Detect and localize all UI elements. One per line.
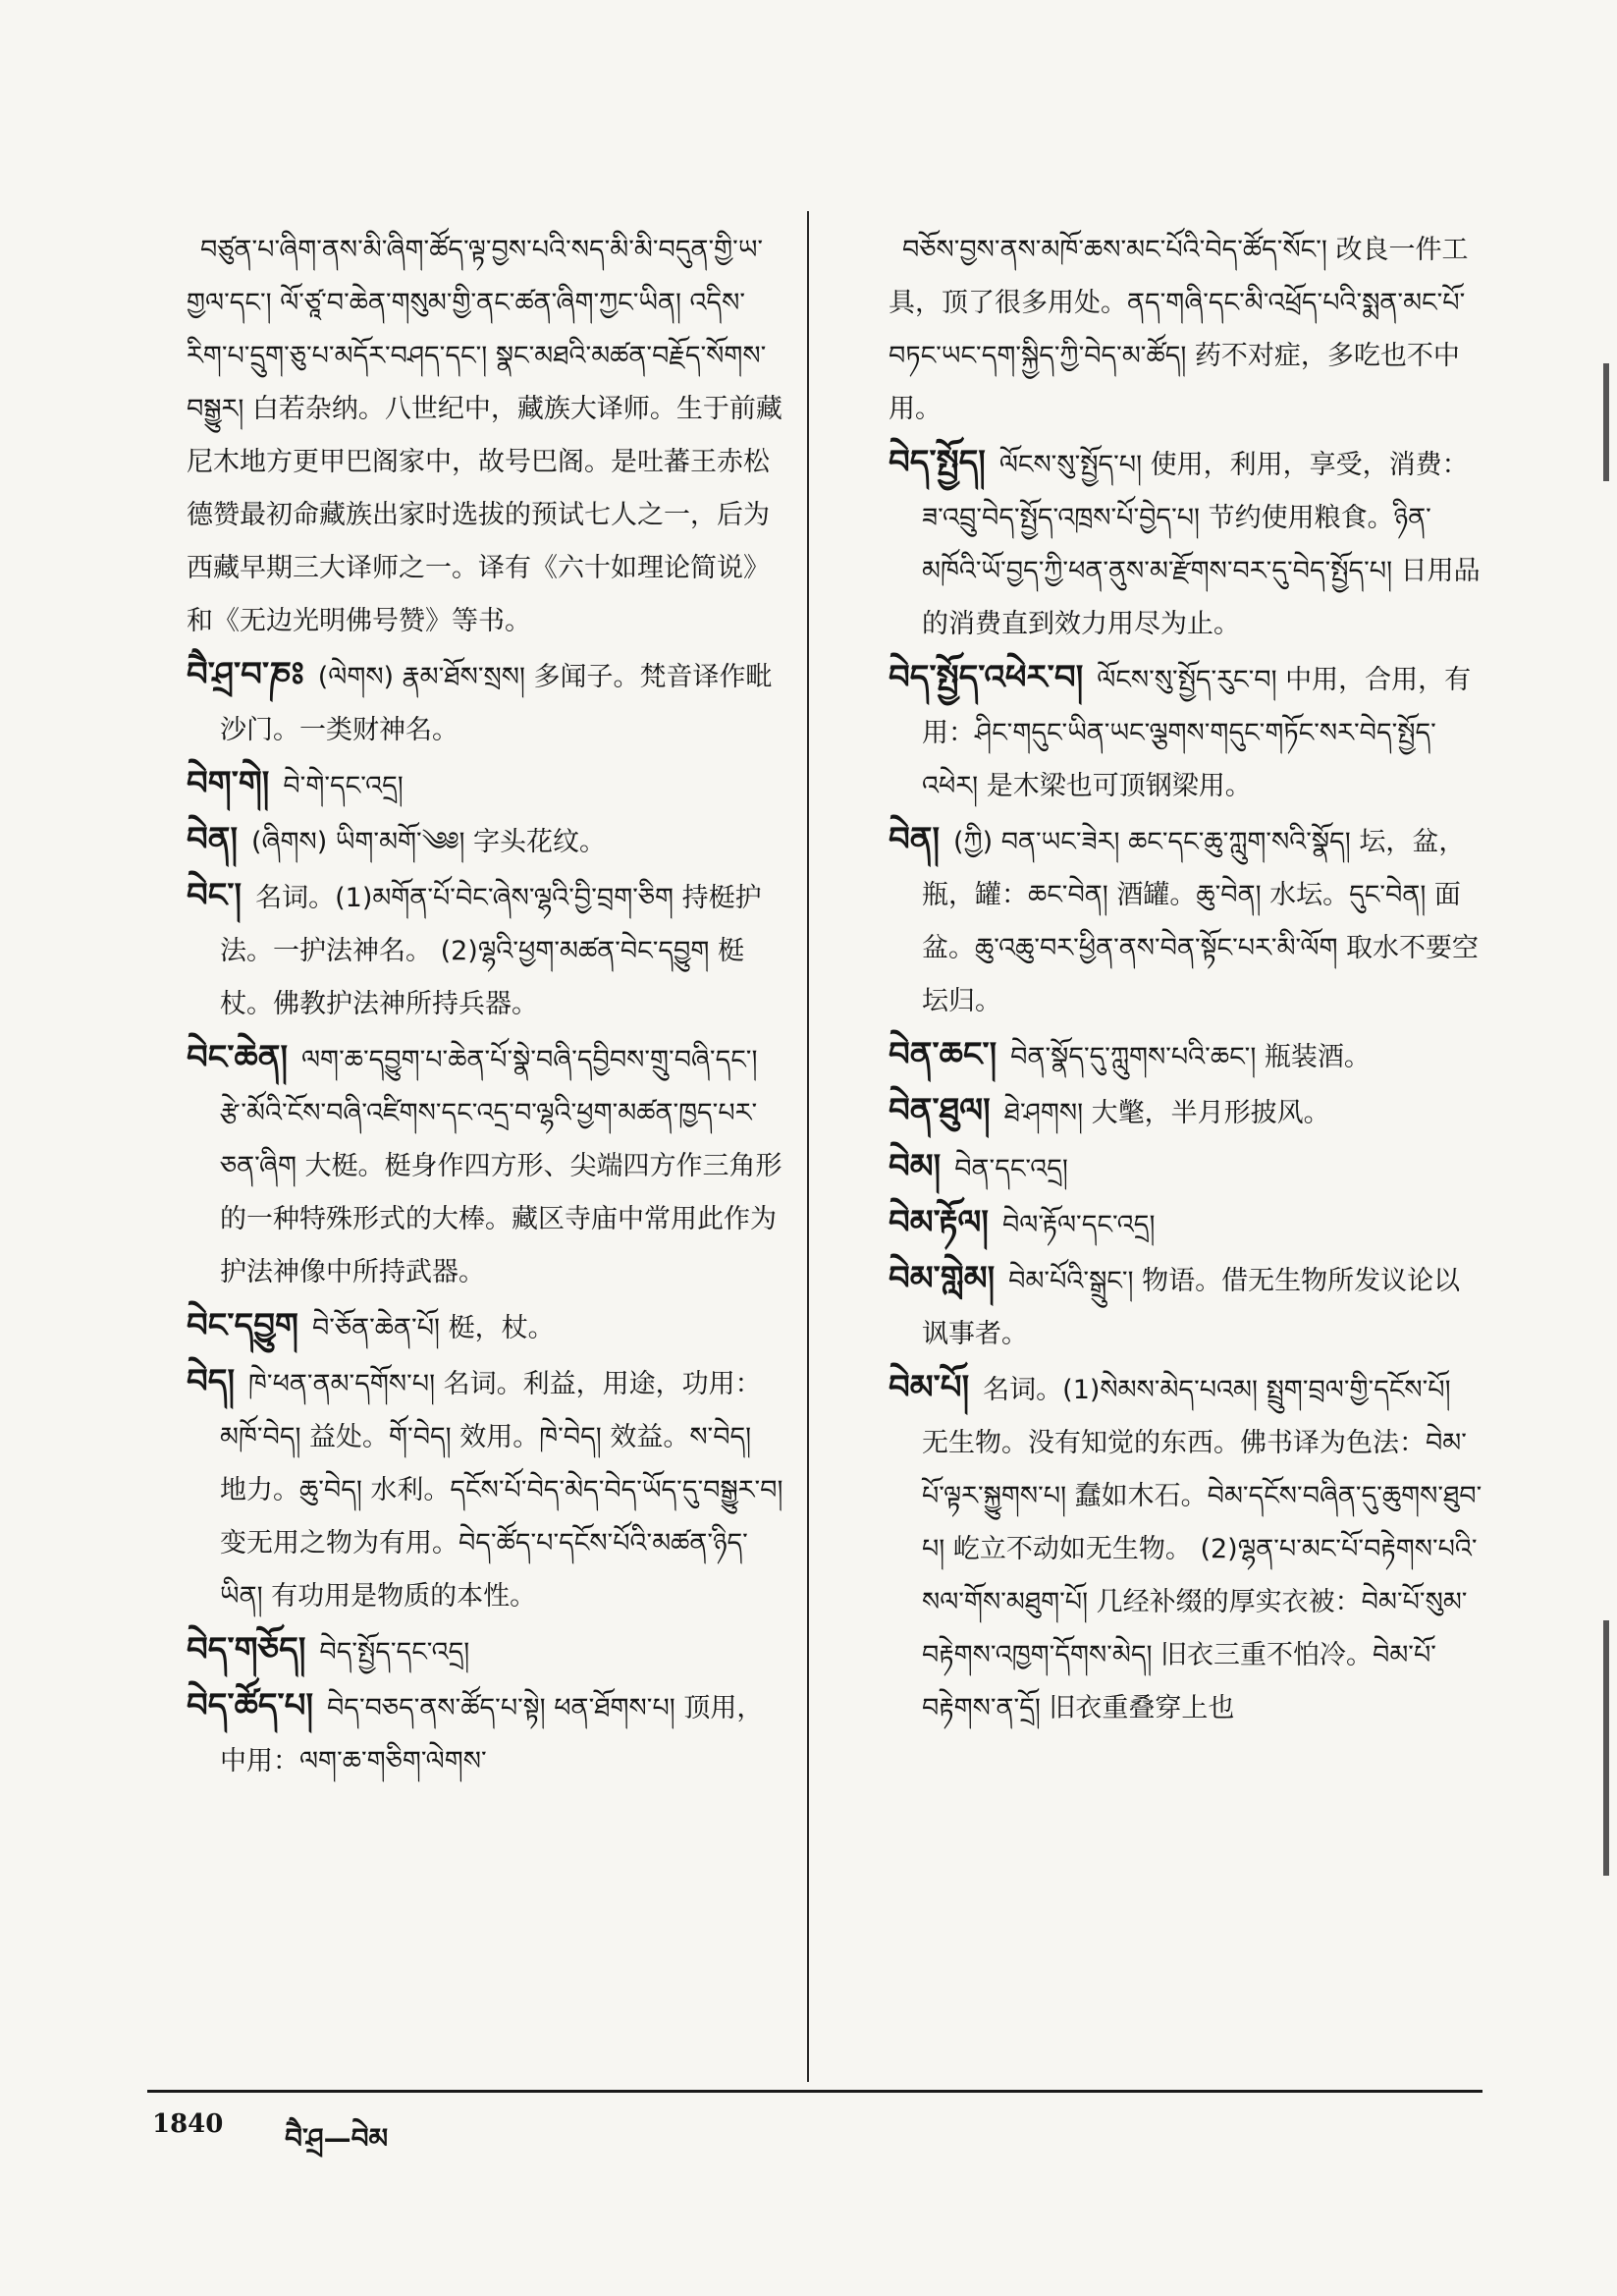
dictionary-entry	[889, 1252, 1482, 1361]
entry-headword: བེང་།	[187, 876, 243, 915]
dictionary-entry	[889, 1140, 1482, 1196]
entry-definition: བེལ་རྟོལ་དང་འདྲ།	[1001, 1210, 1156, 1240]
entry-headword: བེན།	[187, 820, 239, 859]
running-head: བཻ་ཤྲ—བེམ	[285, 2122, 389, 2155]
entry-definition: 名词。(1)སེམས་མེད་པའམ། སྤྲུག་བྲལ་གྱི་དངོས་པོ། 无生物。没有知觉的东西。佛书译为色法：བེམ་པོ་ལྟར་སྐྱུགས་པ། 蠢如木石。བེམ་དངོས་བཞིན་དུ་ཆུགས་ཐུབ་པ། 屹立不动如无生物。 (2)ལྷན་པ་མང་པོ་བརྟེགས་པའི་སལ་གོས་མཐུག་པོ། 几经补缀的厚实衣被：བེམ་པོ་སུམ་བརྟེགས་འཁྱག་དོགས་མེད། 旧衣三重不怕冷。བེམ་པོ་བརྟེགས་ན་དྲོ། 旧衣重叠穿上也	[922, 1375, 1482, 1723]
dictionary-entry	[187, 648, 785, 757]
entry-headword: བེང་དབྱུག	[187, 1306, 298, 1345]
entry-definition: བེ་གེ་དང་འདྲ།	[283, 771, 404, 801]
entry-headword: བེམ་གླེམ།	[889, 1259, 996, 1298]
entry-headword: བེག་གེ།	[187, 764, 270, 803]
entry-definition: ལོངས་སུ་སྤྱོད་པ། 使用，利用，享受，消费：ཟ་འབྲུ་བེད་སྤྱོད་འཁྲས་པོ་བྱེད་པ། 节约使用粮食。ཉིན་མཁོའི་ཡོ་བྱད་ཀྱི་ཕན་ནུས་མ་རྫོགས་བར་དུ་བེད་སྤྱོད་པ། 日用品的消费直到效力用尽为止。	[922, 450, 1481, 639]
entry-definition: ལག་ཆ་དབྱུག་པ་ཆེན་པོ་སྣེ་བཞི་དབྱིབས་གྲུ་བཞི་དང་། རྩེ་མོའི་ངོས་བཞི་འཛིགས་དང་འདྲ་བ་ལྷའི་ཕྱག་མཚན་ཁྱད་པར་ཅན་ཞིག 大梃。梃身作四方形、尖端四方作三角形的一种特殊形式的大棒。藏区寺庙中常用此作为护法神像中所持武器。	[220, 1045, 782, 1287]
dictionary-entry	[187, 813, 785, 869]
entry-headword: བེད་ཚོད་པ།	[187, 1686, 313, 1725]
dictionary-entry	[187, 757, 785, 813]
dictionary-entry	[889, 651, 1482, 813]
dictionary-entry	[187, 1679, 785, 1788]
entry-definition: བཅོས་བྱས་ནས་མཁོ་ཆས་མང་པོའི་བེད་ཚོད་སོང་། 改良一件工具，顶了很多用处。ནད་གཞི་དང་མི་འཕྲོད་པའི་སྨན་མང་པོ་བཏང་ཡང་དག་སྐྱིད་ཀྱི་བེད་མ་ཚོད། 药不对症，多吃也不中用。	[889, 235, 1469, 424]
entry-definition: (ལེགས) རྣམ་ཐོས་སྲས། 多闻子。梵音译作毗沙门。一类财神名。	[220, 662, 773, 745]
dictionary-entry	[889, 1361, 1482, 1735]
page-number: 1840	[152, 2109, 224, 2139]
footer-rule	[147, 2090, 1482, 2093]
column-divider	[807, 211, 809, 2082]
dictionary-entry	[889, 436, 1482, 651]
dictionary-entry	[889, 1196, 1482, 1252]
entry-headword: བེད་སྤྱོད།	[889, 443, 986, 482]
entry-definition: བཙུན་པ་ཞིག་ནས་མི་ཞིག་ཚོད་ལྟ་བྱས་པའི་སད་མི་མི་བདུན་གྱི་ཡ་གྱལ་དང་། ལོ་ཙཱ་བ་ཆེན་གསུམ་གྱི་ནང་ཚན་ཞིག་ཀྱང་ཡིན། འདིས་རིག་པ་དྲུག་ཅུ་པ་མདོར་བཤད་དང་། སྣང་མཐའི་མཚན་བརྗོད་སོགས་བསྒྱུར། 白若杂纳。八世纪中，藏族大译师。生于前藏尼木地方更甲巴阁家中，故号巴阁。是吐蕃王赤松德赞最初命藏族出家时选拔的预试七人之一，后为西藏早期三大译师之一。译有《六十如理论简说》和《无边光明佛号赞》等书。	[187, 235, 782, 636]
dictionary-entry	[187, 1031, 785, 1299]
entry-headword: བེང་ཆེན།	[187, 1038, 288, 1077]
dictionary-entry	[187, 1623, 785, 1679]
entry-headword: བེད་གཅོད།	[187, 1630, 306, 1669]
entry-headword: བེན་ཐུལ།	[889, 1091, 991, 1130]
dictionary-entry	[187, 221, 785, 648]
entry-definition: ཐེ་ཤགས། 大氅，半月形披风。	[1003, 1098, 1330, 1128]
entry-definition: (ཞིགས) ཡིག་མགོ་༄༅། 字头花纹。	[251, 827, 607, 857]
entry-headword: བེན།	[889, 820, 941, 859]
entry-headword: བཻ་ཤྲ་བ་ཎཿ	[187, 655, 304, 694]
scan-edge-mark	[1603, 363, 1609, 481]
dictionary-entry	[187, 1299, 785, 1355]
entry-definition: བེ་ཅོན་ཆེན་པོ། 梃，杖。	[311, 1313, 555, 1343]
entry-headword: བེམ་པོ།	[889, 1368, 970, 1407]
entry-definition: ཁེ་ཕན་ནམ་དགོས་པ། 名词。利益，用途，功用：མཁོ་བེད། 益处。གོ་བེད། 效用。ཁེ་བེད། 效益。ས་བེད། 地力。ཆུ་བེད། 水利。དངོས་པོ་བེད་མེད་བེད་ཡོད་དུ་བསྒྱུར་བ། 变无用之物为有用。བེད་ཚོད་པ་དངོས་པོའི་མཚན་ཉིད་ཡིན། 有功用是物质的本性。	[220, 1369, 783, 1612]
entry-definition: བེད་སྤྱོད་དང་འདྲ།	[319, 1637, 470, 1667]
entry-definition: བེམ་པོའི་སྒྲུང་། 物语。借无生物所发议论以讽事者。	[922, 1266, 1461, 1349]
entry-definition: བེད་བཅད་ནས་ཚོད་པ་སྟེ། ཕན་ཐོགས་པ། 顶用，中用：ལག་ཆ་གཅིག་ལེགས་	[220, 1693, 764, 1777]
entry-headword: བེད་སྤྱོད་འཕེར་བ།	[889, 658, 1084, 697]
entry-definition: ལོངས་སུ་སྤྱོད་རུང་བ། 中用，合用，有用：ཤིང་གདུང་ཡིན་ཡང་ལྕགས་གདུང་གཏོང་སར་བེད་སྤྱོད་འཕེར། 是木梁也可顶钢梁用。	[922, 665, 1472, 801]
entry-definition: (ཀྱི) བན་ཡང་ཟེར། ཆང་དང་ཆུ་ཀླུག་སའི་སྣོད། 坛，盆，瓶，罐：ཆང་བེན། 酒罐。ཆུ་བེན། 水坛。དུང་བེན། 面盆。ཆུ་འཆུ་བར་ཕྱིན་ནས་བེན་སྟོང་པར་མི་ལོག 取水不要空坛归。	[922, 827, 1480, 1016]
dictionary-entry	[187, 869, 785, 1031]
entry-headword: བེམ་རྟོལ།	[889, 1203, 989, 1242]
entry-definition: 名词。(1)མགོན་པོ་བེང་ཞེས་ལྷའི་བྱི་བྲག་ཅིག 持梃护法。一护法神名。 (2)ལྷའི་ཕྱག་མཚན་བེང་དབྱུག 梃杖。佛教护法神所持兵器。	[220, 883, 762, 1019]
right-column	[889, 221, 1482, 1735]
entry-headword: བེད།	[187, 1362, 236, 1401]
dictionary-entry	[187, 1355, 785, 1623]
dictionary-entry	[889, 221, 1482, 436]
entry-headword: བེམ།	[889, 1147, 942, 1186]
dictionary-entry	[889, 1028, 1482, 1084]
scan-edge-mark	[1603, 1620, 1609, 1876]
left-column	[187, 221, 785, 1788]
dictionary-entry	[889, 1084, 1482, 1140]
entry-definition: བེན་དང་འདྲ།	[954, 1154, 1068, 1184]
entry-definition: བེན་སྣོད་དུ་ཀླུགས་པའི་ཆང་། 瓶装酒。	[1010, 1042, 1371, 1072]
entry-headword: བེན་ཆང་།	[889, 1035, 997, 1074]
dictionary-entry	[889, 813, 1482, 1028]
